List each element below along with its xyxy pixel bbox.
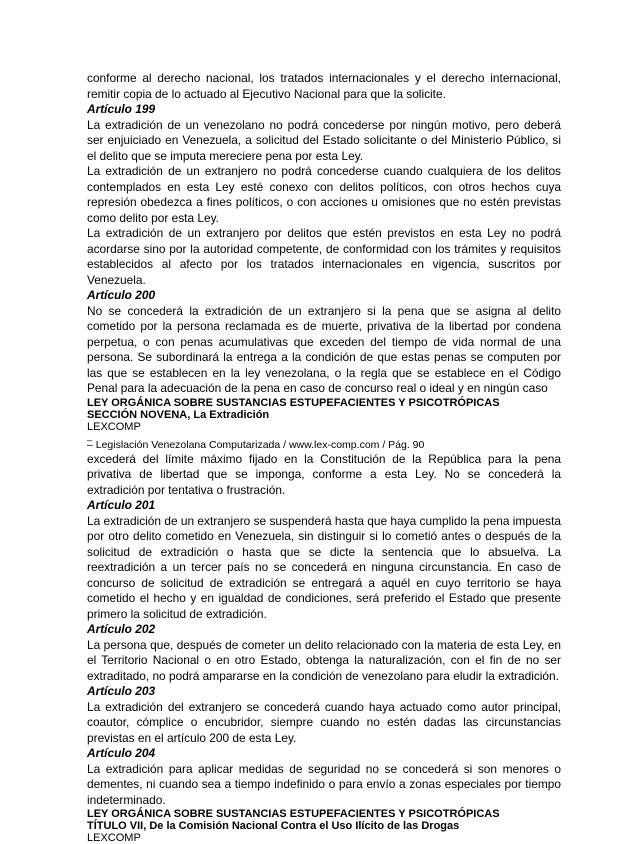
article-201-title: Artículo 201 (87, 498, 156, 512)
title-vii-footer: TÍTULO VII, De la Comisión Nacional Contra el Uso Ilícito de las Drogas (87, 820, 460, 832)
article-202-title: Artículo 202 (87, 622, 156, 636)
article-204-title: Artículo 204 (87, 746, 156, 760)
footnote-separator: _ (87, 430, 93, 441)
article-202-paragraph: La persona que, después de cometer un delito relacionado con la materia de esta Ley, en el Territorio Nacional o en otro Estado, obtenga la naturalización, con el fin de no ser extraditado, no podrá ampararse en la condición de venezolano para eludir la extradición. (87, 637, 561, 683)
publisher-label: LEXCOMP (87, 420, 141, 433)
paragraph: conforme al derecho nacional, los tratados internacionales y el derecho internacional, remitir copia de lo actuado al Ejecutivo Nacional para que la solicite. (87, 71, 561, 101)
law-title-header: LEY ORGÁNICA SOBRE SUSTANCIAS ESTUPEFACIENTES Y PSICOTRÓPICAS (87, 396, 500, 409)
article-200-paragraph-1: No se concederá la extradición de un extranjero si la pena que se asigna al delito cometido por la persona reclamada es de muerte, privativa de la libertad por condena perpetua, o con penas acumulativas que exceden del tiempo de vida normal de una persona. Se subordinará la entrega a la condición de que estas penas se computen por las que se establecen en la ley venezolana, o la regla que se establece en el Código Penal para la adecuación de la pena en caso de concurso real o ideal y en ningún caso (87, 303, 561, 395)
page-content (87, 71, 561, 844)
article-199-paragraph-2: La extradición de un extranjero no podrá concederse cuando cualquiera de los delitos contemplados en esta Ley esté conexo con delitos políticos, con otros hechos cuya represión obedezca a fines políticos, o con acciones u omisiones que no estén previstas como delito por esta Ley. (87, 164, 561, 225)
article-203-title: Artículo 203 (87, 684, 156, 698)
article-199-title: Artículo 199 (87, 102, 156, 116)
article-201-paragraph: La extradición de un extranjero se suspenderá hasta que haya cumplido la pena impuesta por otro delito cometido en Venezuela, sin distinguir si lo cometió antes o después de la solicitud de extradición o hasta que se dicte la sentencia que lo absuelva. La reextradición a un tercer país no se concederá en ninguna circunstancia. En caso de concurso de solicitud de extradición se entregará a aquél en cuyo territorio se haya cometido el hecho y en igualdad de condiciones, será preferido el Estado que presente primero la solicitud de extradición. (87, 513, 561, 621)
page-footer: – Legislación Venezolana Computarizada / www.lex-comp.com / Pág. 90 (87, 438, 425, 451)
article-200-title: Artículo 200 (87, 288, 156, 302)
article-199-paragraph-1: La extradición de un venezolano no podrá concederse por ningún motivo, pero deberá ser enjuiciado en Venezuela, a solicitud del Estado solicitante o del Ministerio Público, si el delito que se imputa mereciere pena por esta Ley. (87, 117, 561, 163)
law-title-footer: LEY ORGÁNICA SOBRE SUSTANCIAS ESTUPEFACIENTES Y PSICOTRÓPICAS (87, 808, 500, 820)
section-title-header: SECCIÓN NOVENA, La Extradición (87, 408, 270, 421)
article-203-paragraph: La extradición del extranjero se concederá cuando haya actuado como autor principal, coautor, cómplice o encubridor, siempre cuando no estén dadas las circunstancias previstas en el artículo 200 de esta Ley. (87, 699, 561, 745)
article-199-paragraph-3: La extradición de un extranjero por delitos que estén previstos en esta Ley no podrá acordarse sino por la autoridad competente, de conformidad con los trámites y requisitos establecidos al afecto por los tratados internacionales en vigencia, suscritos por Venezuela. (87, 226, 561, 287)
continuation-paragraph: excederá del límite máximo fijado en la Constitución de la República para la pena privativa de libertad que se imponga, conforme a esta Ley. No se concederá la extradición por tentativa o frustración. (87, 451, 561, 497)
publisher-footer: LEXCOMP (87, 832, 141, 844)
article-204-paragraph: La extradición para aplicar medidas de seguridad no se concederá si son menores o dementes, ni cuando sea a tiempo indefinido o para envío a zonas especiales por tiempo indeterminado. (87, 761, 561, 807)
